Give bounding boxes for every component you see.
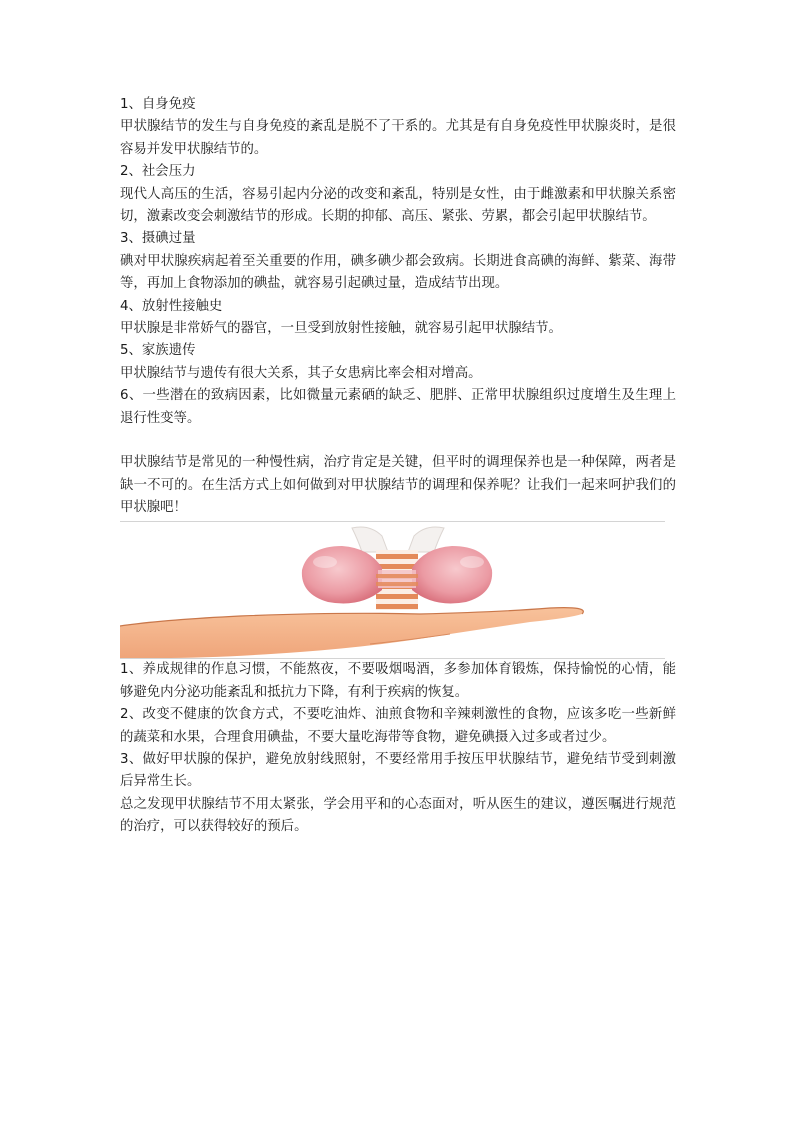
- tip-routine: 1、养成规律的作息习惯，不能熬夜，不要吸烟喝酒，多参加体育锻炼，保持愉悦的心情，能够避免内分泌功能紊乱和抵抗力下降，有利于疾病的恢复。: [120, 662, 676, 700]
- paragraph-excess-iodine: 碘对甲状腺疾病起着至关重要的作用，碘多碘少都会致病。长期进食高碘的海鲜、紫菜、海带等，再加上食物添加的碘盐，就容易引起碘过量，造成结节出现。: [120, 253, 676, 292]
- heading-radiation: 4、放射性接触史: [120, 298, 223, 314]
- thyroid-left-lobe-icon: [302, 546, 382, 604]
- tip-diet: 2、改变不健康的饮食方式，不要吃油炸、油煎食物和辛辣刺激性的食物，应该多吃一些新鲜的蔬菜和水果，合理食用碘盐，不要大量吃海带等食物，避免碘摄入过多或者过少。: [120, 707, 676, 745]
- paragraph-intro: 甲状腺结节是常见的一种慢性病，治疗肯定是关键，但平时的调理保养也是一种保障，两者是缺一不可的。在生活方式上如何做到对甲状腺结节的调理和保养呢？让我们一起来呵护我们的甲状腺吧！: [120, 455, 676, 515]
- paragraph-other-factors: 6、一些潜在的致病因素，比如微量元素硒的缺乏、肥胖、正常甲状腺组织过度增生及生理上退行性变等。: [120, 388, 676, 426]
- thyroid-right-lobe-icon: [412, 546, 492, 604]
- paragraph-social-pressure: 现代人高压的生活，容易引起内分泌的改变和紊乱，特别是女性，由于雌激素和甲状腺关系密切，激素改变会刺激结节的形成。长期的抑郁、高压、紧张、劳累，都会引起甲状腺结节。: [120, 186, 676, 225]
- document-body: [120, 94, 676, 839]
- paragraph-radiation: 甲状腺是非常娇气的器官，一旦受到放射性接触，就容易引起甲状腺结节。: [120, 321, 562, 337]
- blank-line: [120, 430, 676, 452]
- heading-excess-iodine: 3、摄碘过量: [120, 231, 196, 247]
- thyroid-illustration: [120, 521, 665, 659]
- heading-social-pressure: 2、社会压力: [120, 164, 196, 180]
- heading-heredity: 5、家族遗传: [120, 343, 196, 359]
- paragraph-conclusion: 总之发现甲状腺结节不用太紧张，学会用平和的心态面对，听从医生的建议，遵医嘱进行规范的治疗，可以获得较好的预后。: [120, 796, 676, 835]
- tip-protection: 3、做好甲状腺的保护，避免放射线照射，不要经常用手按压甲状腺结节，避免结节受到刺激后异常生长。: [120, 751, 676, 790]
- thyroid-hand-image: [120, 522, 665, 658]
- heading-autoimmune: 1、自身免疫: [120, 97, 196, 112]
- thyroid-cartilage: [352, 527, 444, 552]
- hand-icon: [120, 608, 583, 658]
- paragraph-autoimmune: 甲状腺结节的发生与自身免疫的紊乱是脱不了干系的。尤其是有自身免疫性甲状腺炎时，是很容易并发甲状腺结节的。: [120, 119, 676, 157]
- paragraph-heredity: 甲状腺结节与遗传有很大关系，其子女患病比率会相对增高。: [120, 365, 482, 381]
